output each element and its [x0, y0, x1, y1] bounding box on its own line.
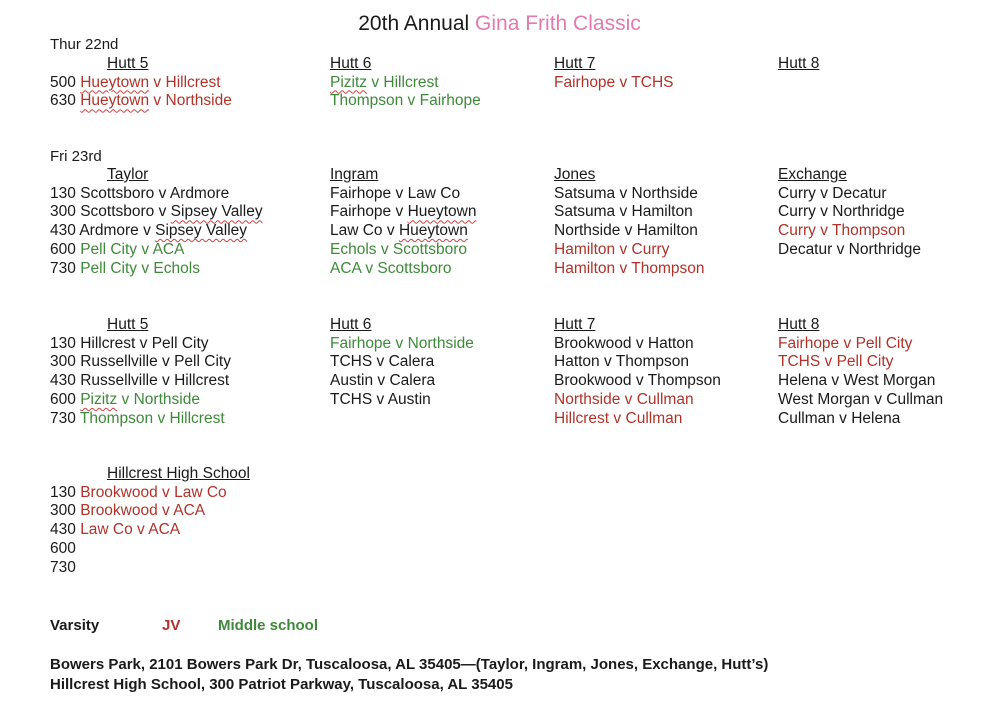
team-name: Hueytown [80, 73, 150, 91]
team-name: Northside [407, 334, 474, 352]
matchup [330, 353, 434, 370]
team-name: Ardmore [169, 184, 230, 202]
game-row [50, 521, 250, 540]
title-accent: Gina Frith Classic [475, 12, 641, 35]
team-name: Fairhope [330, 334, 392, 352]
team-name: Northside [133, 390, 200, 408]
game-row [50, 559, 250, 578]
team-name: Hamilton [554, 240, 616, 258]
team-name: Pizitz [80, 390, 118, 408]
day-label-thursday: Thur 22nd [50, 36, 119, 53]
matchup [778, 353, 893, 370]
team-name: Curry [778, 184, 816, 202]
team-name: Pell City [151, 334, 209, 352]
matchup [554, 203, 693, 220]
versus-separator: v [135, 334, 152, 352]
game-row [50, 222, 263, 241]
game-row [778, 372, 943, 391]
game-time: 730 [50, 259, 76, 277]
game-time: 730 [50, 558, 76, 576]
team-name: TCHS [330, 390, 373, 408]
game-row [330, 185, 477, 204]
game-row [778, 203, 921, 222]
game-time: 600 [50, 240, 76, 258]
matchup [330, 92, 481, 109]
matchup [330, 241, 467, 258]
day-label-friday: Fri 23rd [50, 148, 102, 165]
team-name: TCHS [778, 353, 821, 371]
matchup [330, 203, 477, 220]
matchup [330, 391, 431, 408]
team-name: Law Co [174, 483, 227, 501]
versus-separator: v [154, 184, 170, 202]
schedule-column [554, 166, 705, 278]
game-row [50, 74, 232, 93]
game-row [778, 222, 921, 241]
team-name: TCHS [631, 73, 674, 91]
team-name: Cullman [886, 390, 944, 408]
team-name: Pell City [174, 353, 231, 371]
matchup [778, 335, 912, 352]
matchup [80, 260, 200, 277]
team-name: Hillcrest [169, 409, 225, 427]
venue-heading: Hutt 7 [554, 316, 596, 333]
team-name: Northside [554, 222, 621, 240]
team-name: ACA [173, 502, 206, 520]
team-name: Hamilton [631, 203, 693, 221]
matchup [554, 391, 694, 408]
versus-separator: v [403, 92, 420, 110]
versus-separator: v [149, 92, 166, 110]
game-row [50, 372, 231, 391]
team-name: Hamilton [636, 222, 698, 240]
matchup [80, 74, 220, 91]
game-time: 130 [50, 334, 76, 352]
venue-heading: Hutt 8 [778, 316, 820, 333]
venue-heading: Hutt 8 [778, 55, 820, 72]
versus-separator: v [820, 353, 837, 371]
game-row [554, 203, 705, 222]
game-row [50, 185, 263, 204]
team-name: Northside [554, 390, 621, 408]
address-bowers-park: Bowers Park, 2101 Bowers Park Dr, Tuscaloosa, AL 35405—(Taylor, Ingram, Jones, Exchange, Hutt’s) [50, 656, 769, 673]
versus-separator: v [609, 409, 626, 427]
team-name: Russellville [80, 353, 158, 371]
team-name: Hillcrest [554, 409, 610, 427]
matchup [80, 353, 231, 370]
team-name: Decatur [832, 184, 887, 202]
team-name: Curry [631, 240, 670, 258]
matchup [554, 74, 673, 91]
team-name: Law Co [407, 184, 461, 202]
game-time: 130 [50, 483, 76, 501]
versus-separator: v [391, 203, 408, 221]
title-prefix: 20th Annual [358, 12, 470, 35]
versus-separator: v [631, 372, 648, 390]
game-row [554, 222, 705, 241]
team-name: Fairhope [778, 334, 840, 352]
schedule-column [778, 316, 943, 428]
versus-separator: v [154, 203, 171, 221]
matchup [80, 410, 225, 427]
versus-separator: v [615, 203, 632, 221]
team-name: Scottsboro [80, 203, 155, 221]
team-name: Austin [387, 390, 431, 408]
team-name: Fairhope [330, 184, 392, 202]
versus-separator: v [815, 203, 833, 221]
team-name: ACA [148, 521, 181, 539]
team-name: Pell City [80, 259, 138, 277]
venue-heading: Hutt 6 [330, 316, 372, 333]
game-row [50, 92, 232, 111]
matchup [554, 222, 698, 239]
team-name: Curry [778, 222, 816, 240]
game-time: 300 [50, 353, 76, 371]
game-time: 300 [50, 203, 76, 221]
team-name: Thompson [647, 372, 721, 390]
game-time: 430 [50, 222, 76, 240]
versus-separator: v [132, 521, 149, 539]
matchup [330, 260, 452, 277]
address-hillcrest: Hillcrest High School, 300 Patriot Parkway, Tuscaloosa, AL 35405 [50, 676, 513, 693]
versus-separator: v [157, 372, 175, 390]
game-row [330, 372, 474, 391]
game-time: 130 [50, 184, 76, 202]
venue-heading: Hutt 5 [107, 316, 149, 333]
game-row [50, 353, 231, 372]
schedule-column [330, 55, 481, 111]
team-name: Helena [851, 409, 901, 427]
game-row [778, 391, 943, 410]
team-name: Cullman [636, 390, 694, 408]
versus-separator: v [372, 390, 388, 408]
matchup [80, 203, 262, 220]
game-row [50, 260, 263, 279]
versus-separator: v [815, 222, 832, 240]
game-row [554, 372, 721, 391]
team-name: Brookwood [554, 334, 632, 352]
versus-separator: v [834, 409, 852, 427]
team-name: Hillcrest [174, 372, 230, 390]
team-name: Thompson [615, 353, 689, 371]
matchup [80, 185, 229, 202]
game-row [330, 241, 477, 260]
versus-separator: v [157, 483, 175, 501]
game-row [50, 203, 263, 222]
versus-separator: v [137, 240, 153, 258]
versus-separator: v [615, 73, 632, 91]
versus-separator: v [149, 73, 166, 91]
versus-separator: v [599, 353, 616, 371]
versus-separator: v [157, 353, 175, 371]
team-name: Hamilton [554, 259, 616, 277]
team-name: Brookwood [80, 502, 158, 520]
versus-separator: v [137, 259, 154, 277]
matchup [80, 502, 205, 519]
game-row [330, 335, 474, 354]
game-row [554, 74, 673, 93]
legend-middle-school: Middle school [218, 617, 319, 634]
game-time: 630 [50, 92, 76, 110]
game-row [50, 410, 231, 429]
game-row [50, 502, 250, 521]
team-name: Pell City [836, 353, 894, 371]
versus-separator: v [631, 334, 648, 352]
schedule-column [50, 55, 232, 111]
game-row [50, 335, 231, 354]
venue-heading: Ingram [330, 166, 379, 183]
game-row [778, 410, 943, 429]
team-name: Hueytown [407, 203, 477, 221]
schedule-column [50, 166, 263, 278]
schedule-column [330, 316, 474, 410]
game-row [330, 74, 481, 93]
game-row [330, 260, 477, 279]
versus-separator: v [372, 353, 389, 371]
team-name: Pell City [855, 334, 913, 352]
game-time: 500 [50, 73, 76, 91]
team-name: Thompson [79, 409, 154, 427]
venue-heading: Jones [554, 166, 596, 183]
versus-separator: v [376, 240, 393, 258]
versus-separator: v [138, 222, 156, 240]
matchup [778, 203, 905, 220]
team-name: Cullman [778, 409, 835, 427]
page-title [0, 12, 999, 36]
game-row [50, 540, 250, 559]
game-row [778, 335, 943, 354]
venue-heading: Hutt 7 [554, 55, 596, 72]
team-name: Northside [631, 184, 698, 202]
schedule-column [554, 316, 721, 428]
team-name: Russellville [80, 372, 158, 390]
team-name: Sipsey Valley [170, 203, 263, 221]
team-name: West Morgan [778, 390, 870, 408]
game-row [778, 185, 921, 204]
team-name: Hillcrest [383, 73, 439, 91]
venue-heading: Hutt 6 [330, 55, 372, 72]
game-row [554, 185, 705, 204]
team-name: Thompson [330, 92, 404, 110]
team-name: Hillcrest [165, 73, 221, 91]
matchup [778, 410, 900, 427]
versus-separator: v [815, 184, 833, 202]
team-name: Northside [165, 92, 232, 110]
matchup [330, 335, 474, 352]
versus-separator: v [620, 390, 637, 408]
game-row [330, 203, 477, 222]
versus-separator: v [827, 372, 844, 390]
versus-separator: v [367, 73, 384, 91]
matchup [80, 335, 208, 352]
team-name: Northridge [832, 203, 905, 221]
game-time: 600 [50, 390, 76, 408]
matchup [80, 484, 226, 501]
team-name: Brookwood [554, 372, 632, 390]
team-name: Austin [330, 372, 374, 390]
team-name: Brookwood [80, 483, 158, 501]
game-row [554, 335, 721, 354]
matchup [554, 335, 694, 352]
team-name: Scottsboro [377, 259, 452, 277]
matchup [554, 241, 669, 258]
matchup [80, 521, 180, 538]
team-name: Fairhope [419, 92, 481, 110]
team-name: Thompson [831, 222, 906, 240]
matchup [554, 410, 682, 427]
game-time: 430 [50, 372, 76, 390]
team-name: Northridge [848, 240, 922, 258]
legend-jv: JV [162, 617, 181, 634]
matchup [80, 391, 200, 408]
team-name: Ardmore [79, 222, 139, 240]
game-row [554, 410, 721, 429]
matchup [79, 222, 247, 239]
versus-separator: v [373, 372, 390, 390]
versus-separator: v [620, 222, 637, 240]
versus-separator: v [157, 502, 174, 520]
game-row [554, 391, 721, 410]
team-name: Cullman [625, 409, 683, 427]
game-row [330, 391, 474, 410]
versus-separator: v [391, 334, 408, 352]
venue-heading: Taylor [107, 166, 149, 183]
team-name: Echols [330, 240, 377, 258]
matchup [80, 92, 232, 109]
team-name: Decatur [778, 240, 833, 258]
matchup [330, 74, 439, 91]
schedule-column [50, 316, 231, 428]
matchup [330, 185, 460, 202]
matchup [554, 260, 705, 277]
schedule-column [778, 55, 819, 74]
game-row [330, 222, 477, 241]
venue-heading: Hillcrest High School [107, 465, 250, 482]
team-name: Calera [388, 353, 435, 371]
versus-separator: v [382, 222, 399, 240]
team-name: Pizitz [330, 73, 368, 91]
game-row [554, 260, 705, 279]
venue-heading: Hutt 5 [107, 55, 149, 72]
schedule-column [330, 166, 477, 278]
team-name: Hillcrest [80, 334, 136, 352]
schedule-column [554, 55, 673, 92]
matchup [778, 391, 943, 408]
team-name: TCHS [330, 353, 373, 371]
versus-separator: v [153, 409, 170, 427]
team-name: Helena [778, 372, 828, 390]
team-name: Hueytown [80, 92, 150, 110]
matchup [80, 241, 184, 258]
matchup [778, 372, 935, 389]
team-name: Fairhope [554, 73, 616, 91]
versus-separator: v [869, 390, 887, 408]
team-name: Scottsboro [80, 184, 155, 202]
schedule-column [50, 465, 250, 577]
versus-separator: v [615, 240, 632, 258]
team-name: Satsuma [554, 184, 616, 202]
team-name: Echols [153, 259, 200, 277]
game-time: 730 [50, 409, 76, 427]
game-row [50, 241, 263, 260]
matchup [330, 222, 468, 239]
matchup [554, 372, 721, 389]
team-name: Calera [389, 372, 436, 390]
matchup [80, 372, 229, 389]
game-row [330, 353, 474, 372]
team-name: Fairhope [330, 203, 392, 221]
versus-separator: v [361, 259, 378, 277]
team-name: Law Co [330, 222, 383, 240]
team-name: ACA [152, 240, 185, 258]
game-row [330, 92, 481, 111]
game-time: 600 [50, 539, 76, 557]
matchup [330, 372, 435, 389]
game-row [778, 353, 943, 372]
game-row [554, 241, 705, 260]
matchup [778, 222, 905, 239]
matchup [778, 185, 887, 202]
game-row [778, 241, 921, 260]
legend-varsity: Varsity [50, 617, 100, 634]
versus-separator: v [615, 259, 632, 277]
team-name: Hueytown [398, 222, 468, 240]
game-time: 430 [50, 521, 76, 539]
game-row [50, 391, 231, 410]
game-row [50, 484, 250, 503]
team-name: Satsuma [554, 203, 616, 221]
versus-separator: v [832, 240, 849, 258]
schedule-column [778, 166, 921, 260]
game-row [554, 353, 721, 372]
game-time: 300 [50, 502, 76, 520]
team-name: Curry [778, 203, 816, 221]
team-name: Hatton [554, 353, 600, 371]
team-name: Hatton [647, 334, 694, 352]
versus-separator: v [615, 184, 632, 202]
venue-heading: Exchange [778, 166, 847, 183]
matchup [554, 353, 689, 370]
versus-separator: v [391, 184, 408, 202]
team-name: West Morgan [843, 372, 936, 390]
matchup [554, 185, 698, 202]
team-name: Sipsey Valley [155, 222, 248, 240]
team-name: Pell City [80, 240, 138, 258]
team-name: Law Co [80, 521, 133, 539]
team-name: Thompson [631, 259, 705, 277]
versus-separator: v [117, 390, 134, 408]
team-name: Scottsboro [392, 240, 468, 258]
versus-separator: v [839, 334, 856, 352]
team-name: ACA [330, 259, 362, 277]
matchup [778, 241, 921, 258]
